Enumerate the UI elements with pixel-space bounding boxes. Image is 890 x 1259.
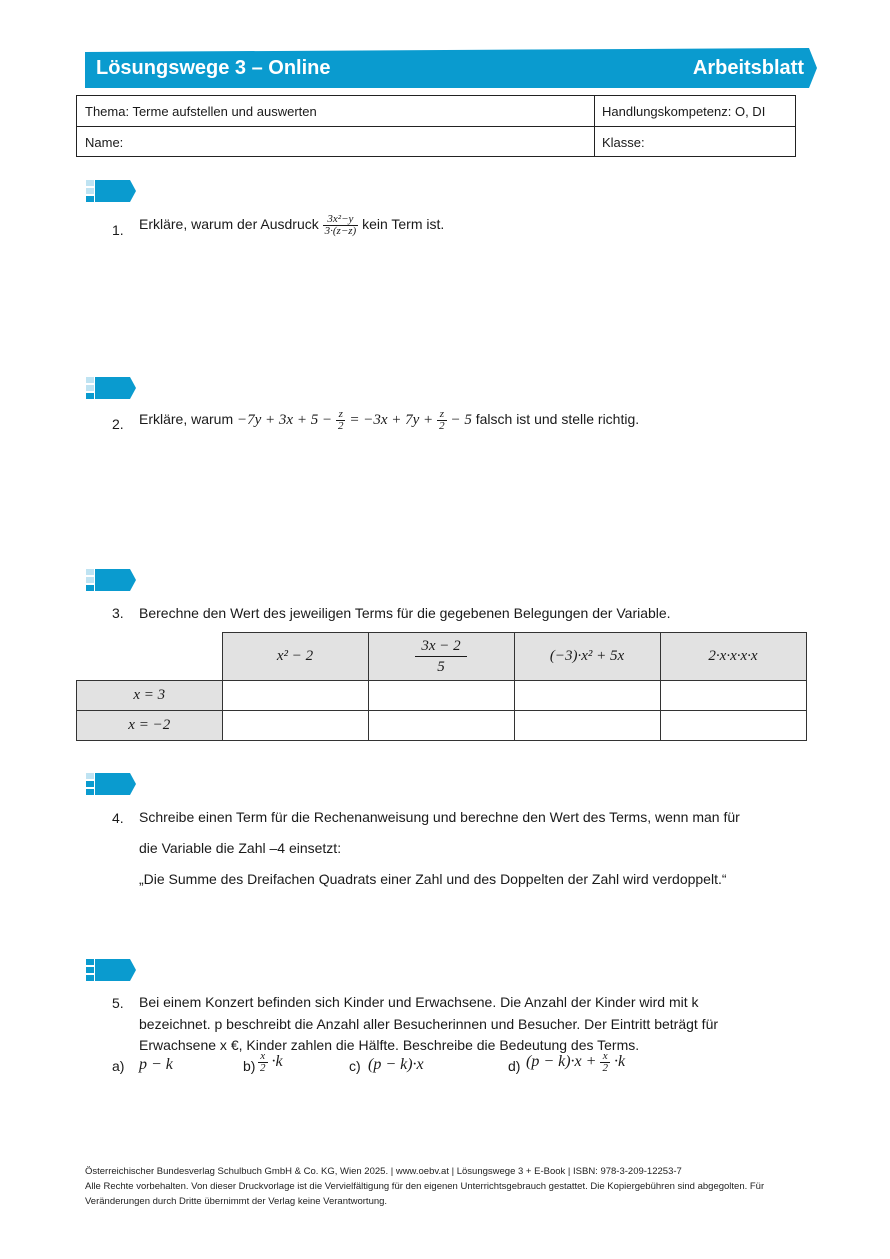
task-2-lhs: −7y + 3x + 5 − [237,412,333,428]
col-header-2-den: 5 [437,658,445,675]
class-field-label: Klasse: [602,135,645,150]
option-d-head: (p − k)·x + [526,1053,597,1071]
footer-line-2: Alle Rechte vorbehalten. Von dieser Druckvorlage ist die Vervielfältigung für den eigenen Unterrichtsgebrauch gestattet. Die Kopiergebühren sind abgegolten. Für [85,1181,765,1192]
option-b-expression [258,1051,283,1074]
difficulty-marker-2 [86,377,136,399]
task-2-frac-left [336,409,346,432]
task-1-pre: Erkläre, warum der Ausdruck [139,216,319,232]
row-header-2: x = −2 [77,711,223,741]
task-2-frac-left-den: 2 [337,419,344,432]
name-field-label: Name: [85,135,124,150]
answer-cell[interactable] [222,681,368,711]
col-header-2-fraction [415,639,466,675]
answer-cell[interactable] [368,711,514,741]
task-1-number: 1. [112,222,124,238]
task-2-frac-right-den: 2 [439,419,445,432]
task-4-number: 4. [112,810,124,826]
task-5-line-1: Bei einem Konzert befinden sich Kinder und Erwachsene. Die Anzahl der Kinder wird mit k [139,994,699,1010]
task-3-number: 3. [112,605,124,621]
task-2-pre: Erkläre, warum [139,411,234,427]
task-4-line-2: die Variable die Zahl –4 einsetzt: [139,840,342,856]
calculation-table [76,632,807,741]
task-5-line-3: Erwachsene x €, Kinder zahlen die Hälfte. Beschreibe die Bedeutung des Terms. [139,1037,640,1053]
document-type: Arbeitsblatt [692,57,804,79]
answer-cell[interactable] [660,711,806,741]
option-d-tail: ·k [613,1053,626,1071]
task-1-frac-num: 3x²−y [323,214,359,226]
footer-line-1: Österreichischer Bundesverlag Schulbuch GmbH & Co. KG, Wien 2025. | www.oebv.at | Lösungswege 3 + E-Book | ISBN: 978-3-209-12253-7 [85,1166,682,1177]
answer-cell[interactable] [514,681,660,711]
table-corner [77,633,223,681]
header-title: Lösungswege 3 – Online [96,57,331,79]
topic-label: Thema: Terme aufstellen und auswerten [85,104,317,119]
row-header-1: x = 3 [77,681,223,711]
answer-cell[interactable] [368,681,514,711]
answer-cell[interactable] [660,681,806,711]
option-a-label: a) [112,1058,125,1074]
option-b-fraction [258,1051,268,1074]
task-1-post: kein Term ist. [362,216,445,232]
difficulty-marker-3 [86,569,136,591]
option-b-frac-den: 2 [260,1062,266,1074]
difficulty-marker-5 [86,959,136,981]
difficulty-marker-1 [86,180,136,202]
col-header-4: 2·x·x·x·x [660,633,806,681]
option-d-label: d) [508,1058,521,1074]
option-c-label: c) [349,1058,361,1074]
task-2-frac-right [437,409,447,432]
col-header-2-num: 3x − 2 [415,639,466,657]
option-b-frac-num: x [258,1051,268,1063]
task-5-number: 5. [112,995,124,1011]
task-2-post: falsch ist und stelle richtig. [475,411,640,427]
col-header-2 [368,633,514,681]
task-4-line-1: Schreibe einen Term für die Rechenanweisung und berechne den Wert des Terms, wenn man für [139,809,740,825]
option-d-frac-num: x [600,1051,610,1063]
option-a-expression: p − k [139,1056,173,1073]
col-header-3: (−3)·x² + 5x [514,633,660,681]
info-table [76,95,796,157]
task-2-number: 2. [112,416,124,432]
difficulty-marker-4 [86,773,136,795]
task-5-line-2: bezeichnet. p beschreibt die Anzahl aller Besucherinnen und Besucher. Der Eintritt beträgt für [139,1016,719,1032]
option-c-expression: (p − k)·x [368,1056,424,1073]
task-1-frac-den: 3·(z−z) [324,224,357,237]
footer-line-3: Veränderungen durch Dritte übernimmt der Verlag keine Verantwortung. [85,1196,388,1207]
answer-cell[interactable] [222,711,368,741]
option-d-frac-den: 2 [602,1062,608,1074]
task-4-line-3: „Die Summe des Dreifachen Quadrats einer Zahl und des Doppelten der Zahl wird verdoppelt.“ [139,871,727,887]
task-1-fraction [323,214,359,237]
option-d-fraction [600,1051,610,1074]
task-3-text: Berechne den Wert des jeweiligen Terms für die gegebenen Belegungen der Variable. [139,605,671,621]
competence-label: Handlungskompetenz: O, DI [602,104,766,119]
task-2-text [139,408,639,432]
option-b-label: b) [243,1058,256,1074]
option-b-tail: ·k [271,1053,283,1071]
answer-cell[interactable] [514,711,660,741]
task-2-frac-right-num: z [437,409,447,421]
task-1-text [139,213,444,237]
task-2-rhs: = −3x + 7y + [349,412,434,428]
col-header-1: x² − 2 [222,633,368,681]
option-d-expression [526,1051,625,1074]
task-2-rhs-tail: − 5 [450,412,472,428]
task-2-frac-left-num: z [336,409,346,421]
